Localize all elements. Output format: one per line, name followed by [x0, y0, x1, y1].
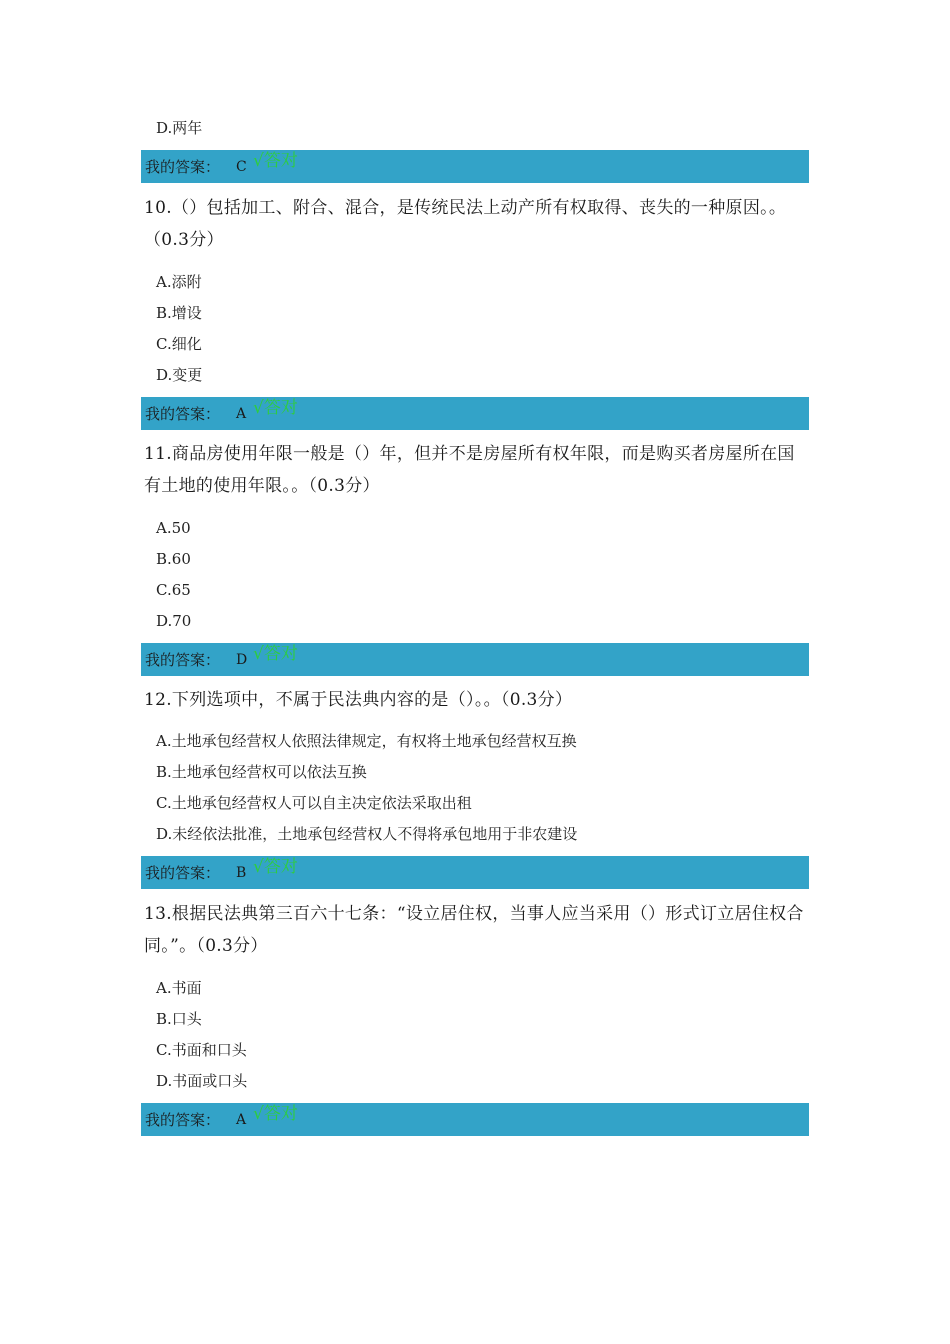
answer-label: 我的答案： — [145, 405, 221, 423]
option-13-a: A.书面 — [156, 979, 202, 997]
option-13-d: D.书面或口头 — [156, 1072, 248, 1090]
answer-label: 我的答案： — [145, 1111, 221, 1129]
check-icon: √ — [253, 644, 264, 664]
option-12-a: A.土地承包经营权人依照法律规定，有权将土地承包经营权互换 — [156, 732, 577, 750]
answer-bar-10 — [141, 397, 809, 430]
answer-result-text: 答对 — [263, 644, 298, 664]
option-10-b: B.增设 — [156, 304, 202, 322]
answer-bar-11 — [141, 643, 809, 676]
question-10: 10.（）包括加工、附合、混合，是传统民法上动产所有权取得、丧失的一种原因。。（0.3分） — [144, 198, 787, 250]
question-11: 11.商品房使用年限一般是（）年，但并不是房屋所有权年限，而是购买者房屋所在国有土地的使用年限。。（0.3分） — [144, 444, 795, 496]
answer-result — [253, 856, 298, 878]
answer-label: 我的答案： — [145, 864, 221, 882]
question-12: 12.下列选项中，不属于民法典内容的是（）。。（0.3分） — [144, 690, 573, 710]
answer-value: A — [236, 406, 247, 422]
option-10-d: D.变更 — [156, 366, 203, 384]
option-10-c: C.细化 — [156, 335, 202, 353]
option-10-a: A.添附 — [156, 273, 202, 291]
check-icon: √ — [253, 151, 264, 171]
answer-result-text: 答对 — [263, 857, 298, 877]
answer-label: 我的答案： — [145, 651, 221, 669]
option-12-d: D.未经依法批准，土地承包经营权人不得将承包地用于非农建设 — [156, 825, 578, 843]
answer-result-text: 答对 — [263, 398, 298, 418]
answer-value: C — [236, 159, 247, 175]
answer-value: A — [236, 1112, 247, 1128]
answer-result — [253, 643, 298, 665]
answer-result — [253, 1103, 298, 1125]
question-13: 13.根据民法典第三百六十七条：“设立居住权，当事人应当采用（）形式订立居住权合同。”。（0.3分） — [144, 904, 804, 956]
answer-value: D — [236, 652, 248, 668]
check-icon: √ — [253, 1104, 264, 1124]
option-11-b: B.60 — [156, 550, 191, 568]
option-prev-d: D.两年 — [156, 119, 203, 137]
answer-bar-prev — [141, 150, 809, 183]
answer-result-text: 答对 — [263, 1104, 298, 1124]
answer-bar-13 — [141, 1103, 809, 1136]
option-11-a: A.50 — [156, 519, 191, 537]
check-icon: √ — [253, 857, 264, 877]
option-11-d: D.70 — [156, 612, 192, 630]
option-12-c: C.土地承包经营权人可以自主决定依法采取出租 — [156, 794, 472, 812]
option-12-b: B.土地承包经营权可以依法互换 — [156, 763, 367, 781]
answer-label: 我的答案： — [145, 158, 221, 176]
option-11-c: C.65 — [156, 581, 191, 599]
answer-value: B — [236, 865, 247, 881]
check-icon: √ — [253, 398, 264, 418]
option-13-b: B.口头 — [156, 1010, 202, 1028]
answer-result — [253, 397, 298, 419]
answer-result — [253, 150, 298, 172]
answer-bar-12 — [141, 856, 809, 889]
option-13-c: C.书面和口头 — [156, 1041, 247, 1059]
answer-result-text: 答对 — [263, 151, 298, 171]
